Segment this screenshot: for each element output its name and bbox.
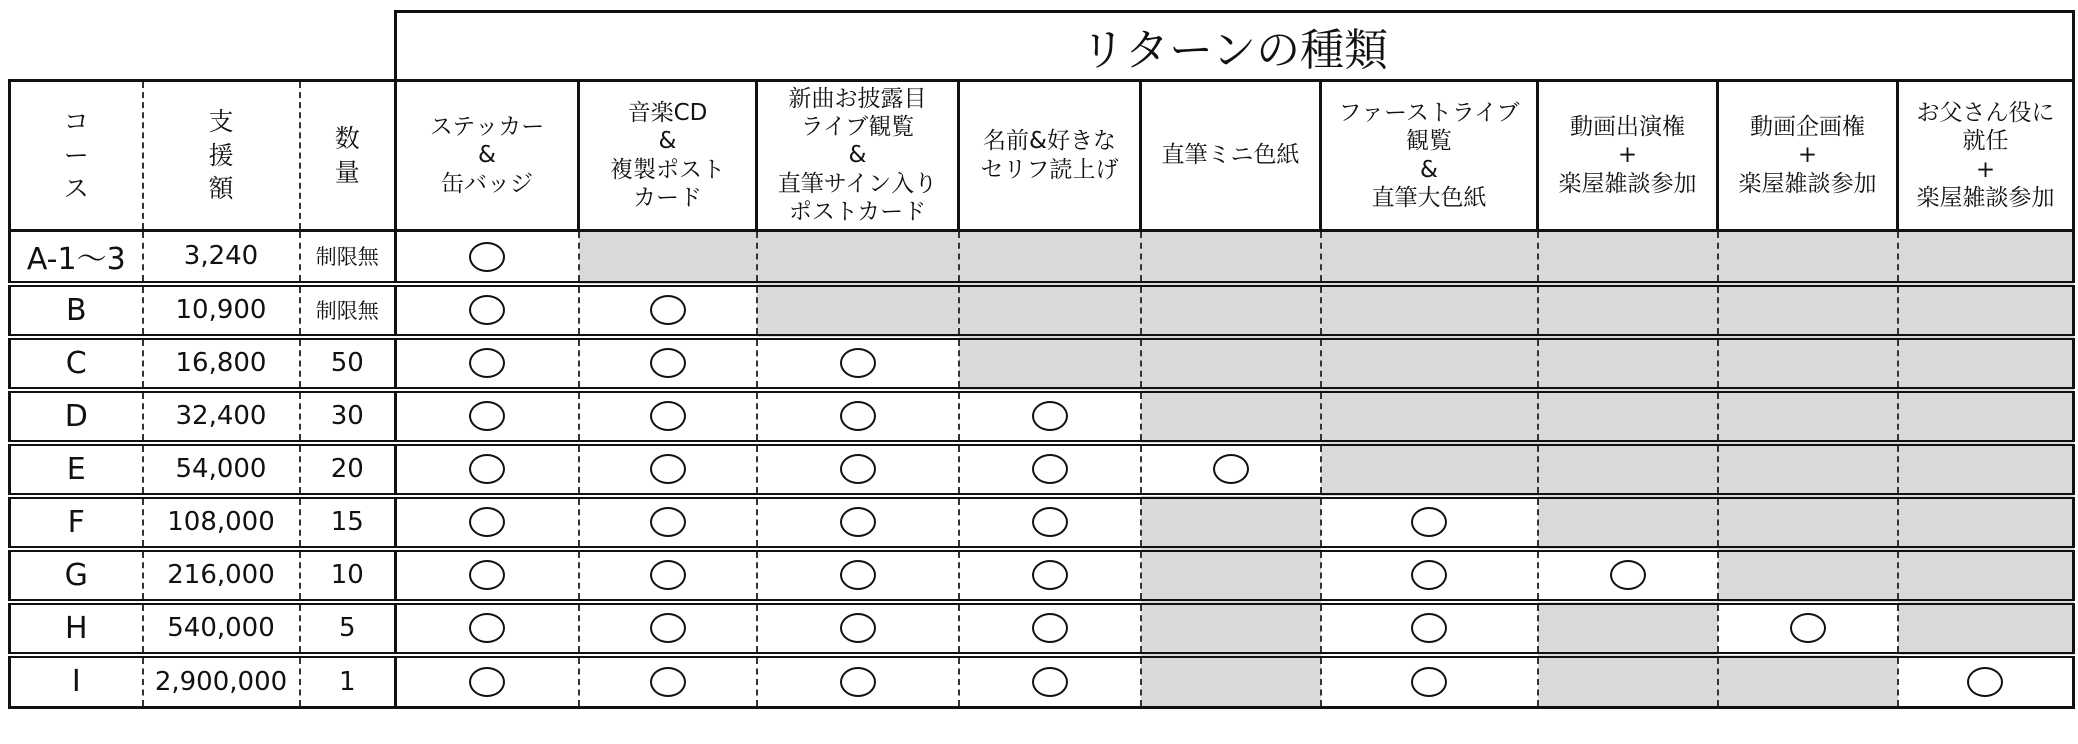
return-cell — [1141, 549, 1321, 602]
return-cell — [1538, 443, 1718, 496]
circle-mark-icon — [469, 295, 505, 325]
return-cell — [1538, 655, 1718, 708]
return-cell — [396, 337, 579, 390]
course-cell: G — [10, 549, 143, 602]
return-cell — [1321, 602, 1538, 655]
return-cell — [1898, 443, 2074, 496]
circle-mark-icon — [650, 348, 686, 378]
circle-mark-icon — [469, 560, 505, 590]
header-return-9 — [1898, 81, 2074, 231]
header-return-1 — [396, 81, 579, 231]
circle-mark-icon — [1213, 454, 1249, 484]
return-cell — [959, 443, 1141, 496]
return-cell — [1321, 549, 1538, 602]
amount-cell: 540,000 — [143, 602, 300, 655]
return-cell — [579, 496, 757, 549]
return-cell — [1141, 602, 1321, 655]
return-cell — [1538, 231, 1718, 284]
return-cell — [1321, 231, 1538, 284]
return-cell — [757, 549, 959, 602]
course-cell: I — [10, 655, 143, 708]
return-cell — [1898, 337, 2074, 390]
header-return-2 — [579, 81, 757, 231]
return-cell — [959, 496, 1141, 549]
circle-mark-icon — [650, 667, 686, 697]
table-title: リターンの種類 — [396, 12, 2074, 81]
return-cell — [1898, 602, 2074, 655]
amount-cell: 10,900 — [143, 284, 300, 337]
header-return-label: 直筆ミニ色紙 — [1161, 142, 1300, 169]
return-cell — [1538, 549, 1718, 602]
circle-mark-icon — [469, 507, 505, 537]
header-return-label: ステッカー & 缶バッジ — [429, 114, 545, 197]
circle-mark-icon — [1032, 454, 1068, 484]
return-cell — [1141, 284, 1321, 337]
header-quantity — [300, 81, 396, 231]
return-cell — [1321, 496, 1538, 549]
circle-mark-icon — [469, 667, 505, 697]
course-cell: H — [10, 602, 143, 655]
return-cell — [396, 655, 579, 708]
header-return-5 — [1141, 81, 1321, 231]
circle-mark-icon — [840, 613, 876, 643]
table-row — [10, 231, 2074, 284]
return-cell — [1898, 655, 2074, 708]
return-cell — [1718, 390, 1898, 443]
return-cell — [1141, 443, 1321, 496]
header-return-4 — [959, 81, 1141, 231]
return-cell — [1538, 602, 1718, 655]
return-cell — [579, 284, 757, 337]
header-return-3 — [757, 81, 959, 231]
quantity-cell: 5 — [300, 602, 396, 655]
circle-mark-icon — [469, 613, 505, 643]
circle-mark-icon — [1032, 613, 1068, 643]
course-cell: C — [10, 337, 143, 390]
return-cell — [1321, 337, 1538, 390]
return-cell — [1898, 390, 2074, 443]
return-cell — [579, 549, 757, 602]
return-cell — [757, 443, 959, 496]
amount-cell: 16,800 — [143, 337, 300, 390]
circle-mark-icon — [469, 401, 505, 431]
circle-mark-icon — [840, 401, 876, 431]
return-cell — [1718, 284, 1898, 337]
circle-mark-icon — [1411, 560, 1447, 590]
return-cell — [1141, 231, 1321, 284]
circle-mark-icon — [650, 401, 686, 431]
return-cell — [396, 496, 579, 549]
return-cell — [1321, 443, 1538, 496]
circle-mark-icon — [1032, 667, 1068, 697]
return-cell — [1538, 284, 1718, 337]
return-cell — [1141, 655, 1321, 708]
course-cell: F — [10, 496, 143, 549]
header-return-label: お父さん役に 就任 + 楽屋雑談参加 — [1916, 100, 2055, 211]
return-cell — [1321, 284, 1538, 337]
quantity-cell: 1 — [300, 655, 396, 708]
return-cell — [757, 602, 959, 655]
header-return-label: 動画企画権 + 楽屋雑談参加 — [1738, 114, 1877, 197]
table-row — [10, 602, 2074, 655]
return-cell — [1718, 602, 1898, 655]
circle-mark-icon — [469, 242, 505, 272]
circle-mark-icon — [650, 507, 686, 537]
return-cell — [959, 231, 1141, 284]
return-cell — [959, 549, 1141, 602]
course-cell: A-1〜3 — [10, 231, 143, 284]
amount-cell: 216,000 — [143, 549, 300, 602]
quantity-cell: 30 — [300, 390, 396, 443]
return-cell — [579, 602, 757, 655]
return-cell — [396, 390, 579, 443]
table-row — [10, 496, 2074, 549]
circle-mark-icon — [1411, 507, 1447, 537]
header-return-label: ファーストライブ 観覧 & 直筆大色紙 — [1338, 100, 1520, 211]
return-cell — [1898, 284, 2074, 337]
quantity-cell: 15 — [300, 496, 396, 549]
quantity-cell: 20 — [300, 443, 396, 496]
header-amount-label: 支 援 額 — [208, 106, 234, 204]
return-cell — [757, 496, 959, 549]
circle-mark-icon — [650, 295, 686, 325]
return-cell — [1141, 337, 1321, 390]
return-cell — [1898, 496, 2074, 549]
circle-mark-icon — [840, 560, 876, 590]
return-cell — [1538, 496, 1718, 549]
return-cell — [1141, 496, 1321, 549]
course-cell: B — [10, 284, 143, 337]
return-cell — [579, 443, 757, 496]
return-cell — [396, 443, 579, 496]
quantity-cell: 50 — [300, 337, 396, 390]
header-return-label: 名前&好きな セリフ読上げ — [980, 128, 1119, 183]
header-return-label: 新曲お披露目 ライブ観覧 & 直筆サイン入り ポストカード — [777, 86, 938, 225]
header-return-label: 音楽CD & 複製ポスト カード — [610, 100, 725, 211]
header-return-label: 動画出演権 + 楽屋雑談参加 — [1558, 114, 1697, 197]
circle-mark-icon — [1610, 560, 1646, 590]
return-cell — [757, 390, 959, 443]
return-cell — [1141, 390, 1321, 443]
circle-mark-icon — [1967, 667, 2003, 697]
circle-mark-icon — [469, 454, 505, 484]
circle-mark-icon — [1411, 613, 1447, 643]
return-cell — [1718, 337, 1898, 390]
amount-cell: 3,240 — [143, 231, 300, 284]
return-cell — [757, 655, 959, 708]
return-cell — [1538, 337, 1718, 390]
table-row — [10, 337, 2074, 390]
header-amount — [143, 81, 300, 231]
circle-mark-icon — [650, 613, 686, 643]
amount-cell: 2,900,000 — [143, 655, 300, 708]
return-cell — [1718, 496, 1898, 549]
circle-mark-icon — [650, 560, 686, 590]
circle-mark-icon — [1032, 401, 1068, 431]
return-cell — [396, 231, 579, 284]
quantity-cell: 制限無 — [300, 231, 396, 284]
circle-mark-icon — [840, 348, 876, 378]
circle-mark-icon — [840, 507, 876, 537]
header-quantity-label: 数 量 — [334, 123, 360, 187]
return-cell — [959, 655, 1141, 708]
return-cell — [959, 602, 1141, 655]
amount-cell: 32,400 — [143, 390, 300, 443]
course-cell: D — [10, 390, 143, 443]
header-course — [10, 81, 143, 231]
return-cell — [757, 284, 959, 337]
return-cell — [959, 390, 1141, 443]
return-cell — [959, 337, 1141, 390]
return-cell — [1321, 390, 1538, 443]
return-cell — [959, 284, 1141, 337]
circle-mark-icon — [840, 667, 876, 697]
circle-mark-icon — [1411, 667, 1447, 697]
circle-mark-icon — [1032, 560, 1068, 590]
quantity-cell: 制限無 — [300, 284, 396, 337]
return-cell — [579, 655, 757, 708]
return-cell — [1321, 655, 1538, 708]
course-cell: E — [10, 443, 143, 496]
return-cell — [757, 231, 959, 284]
table-row — [10, 655, 2074, 708]
return-cell — [396, 549, 579, 602]
return-cell — [757, 337, 959, 390]
return-cell — [1718, 655, 1898, 708]
circle-mark-icon — [469, 348, 505, 378]
return-cell — [1718, 231, 1898, 284]
blank-corner — [10, 12, 396, 81]
circle-mark-icon — [1790, 613, 1826, 643]
return-cell — [1538, 390, 1718, 443]
return-cell — [579, 337, 757, 390]
return-cell — [579, 231, 757, 284]
return-cell — [1718, 443, 1898, 496]
return-cell — [1898, 231, 2074, 284]
amount-cell: 108,000 — [143, 496, 300, 549]
circle-mark-icon — [1032, 507, 1068, 537]
return-cell — [579, 390, 757, 443]
table-row — [10, 390, 2074, 443]
return-cell — [1718, 549, 1898, 602]
circle-mark-icon — [840, 454, 876, 484]
return-cell — [1898, 549, 2074, 602]
amount-cell: 54,000 — [143, 443, 300, 496]
return-cell — [396, 284, 579, 337]
header-return-6 — [1321, 81, 1538, 231]
circle-mark-icon — [650, 454, 686, 484]
return-cell — [396, 602, 579, 655]
table-row — [10, 284, 2074, 337]
quantity-cell: 10 — [300, 549, 396, 602]
header-course-label: コ ー ス — [63, 106, 89, 204]
table-row — [10, 443, 2074, 496]
header-return-8 — [1718, 81, 1898, 231]
returns-table — [8, 10, 2075, 709]
table-row — [10, 549, 2074, 602]
header-return-7 — [1538, 81, 1718, 231]
